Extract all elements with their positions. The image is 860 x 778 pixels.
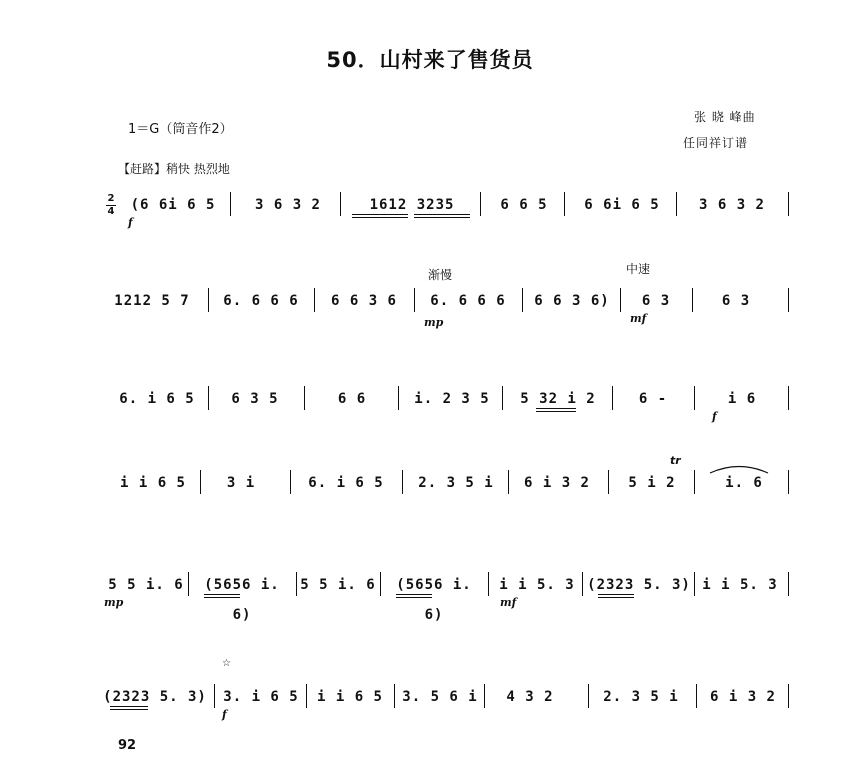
tempo-change-mark: 渐慢: [428, 268, 453, 282]
staff-2: [0, 262, 860, 366]
beam-underline: [204, 594, 240, 595]
beam-underline: [536, 408, 576, 409]
measure: 6 6: [337, 391, 367, 407]
measure: 6. 6 6 6: [430, 293, 506, 309]
measure: 5 5 i. 6: [300, 577, 376, 593]
barline: [694, 572, 695, 596]
barline: [214, 684, 215, 708]
page-title: 50．山村来了售货员: [326, 48, 534, 72]
dynamic-mark: f: [128, 216, 133, 229]
dynamic-mark: f: [222, 708, 227, 721]
barline: [488, 572, 489, 596]
barline: [564, 192, 565, 216]
measure: 1212 5 7: [114, 293, 190, 309]
trill-mark: tr: [670, 454, 681, 467]
barline: [692, 288, 693, 312]
barline: [414, 288, 415, 312]
measure: (5656 i. 6): [396, 577, 472, 623]
barline: [788, 684, 789, 708]
ornament-mark: ☆: [222, 658, 231, 669]
measure: 6 i 3 2: [709, 689, 776, 705]
beam-underline: [598, 597, 634, 598]
barline: [694, 470, 695, 494]
measure: 6 6i 6 5: [584, 197, 660, 213]
page-number: 92: [118, 738, 137, 753]
dynamic-mark: f: [712, 410, 717, 423]
measure: 5 5 i. 6: [108, 577, 184, 593]
barline: [788, 572, 789, 596]
barline: [340, 192, 341, 216]
measure: 6. 6 6 6: [223, 293, 299, 309]
dynamic-mark: mf: [500, 596, 517, 609]
barline: [788, 192, 789, 216]
measure: 6 3 5: [231, 391, 279, 407]
measure: 6 i 3 2: [523, 475, 590, 491]
barline: [694, 386, 695, 410]
barline: [522, 288, 523, 312]
barline: [188, 572, 189, 596]
barline: [394, 684, 395, 708]
measure: i i 5. 3: [499, 577, 575, 593]
measure: i i 5. 3: [702, 577, 778, 593]
dynamic-mark: mf: [630, 312, 647, 325]
measure: 3 6 3 2: [254, 197, 321, 213]
measure: 5 i 2: [628, 475, 676, 491]
measure: 6 -: [638, 391, 668, 407]
barline: [788, 288, 789, 312]
arranger-credit: 任同祥订谱: [683, 136, 749, 150]
measure: (2323 5. 3): [103, 689, 207, 705]
barline: [612, 386, 613, 410]
measure: 3. 5 6 i: [402, 689, 478, 705]
measure: 4 3 2: [506, 689, 554, 705]
beam-underline: [598, 594, 634, 595]
tempo-change-mark: 中速: [626, 262, 651, 276]
barline: [304, 386, 305, 410]
measure: 3 i: [226, 475, 256, 491]
measure: (5656 i. 6): [204, 577, 280, 623]
dynamic-mark: mp: [104, 596, 124, 609]
staff-3: [0, 384, 860, 464]
beam-underline: [110, 709, 148, 710]
barline: [314, 288, 315, 312]
composer-credit: 张 晓 峰曲: [694, 110, 756, 124]
measure: 2. 3 5 i: [603, 689, 679, 705]
measure: i 6: [727, 391, 757, 407]
beam-underline: [204, 597, 240, 598]
measure: 6 3: [641, 293, 671, 309]
beam-underline: [110, 706, 148, 707]
beam-underline: [414, 217, 470, 218]
barline: [230, 192, 231, 216]
barline: [582, 572, 583, 596]
barline: [502, 386, 503, 410]
barline: [480, 192, 481, 216]
barline: [608, 470, 609, 494]
barline: [788, 470, 789, 494]
beam-underline: [536, 411, 576, 412]
barline: [788, 386, 789, 410]
barline: [402, 470, 403, 494]
measure: 6 6 3 6): [534, 293, 610, 309]
beam-underline: [352, 214, 408, 215]
dynamic-mark: mp: [424, 316, 444, 329]
barline: [398, 386, 399, 410]
measure: 5 32 i 2: [520, 391, 596, 407]
slur-arc: [708, 464, 770, 474]
measure: 6. i 6 5: [119, 391, 195, 407]
barline: [696, 684, 697, 708]
measure: (6 6i 6 5: [130, 197, 216, 213]
barline: [588, 684, 589, 708]
beam-underline: [352, 217, 408, 218]
measure: 3 6 3 2: [698, 197, 765, 213]
staff-4: [0, 454, 860, 548]
measure: 6 6 5: [500, 197, 548, 213]
staff-5: [0, 570, 860, 650]
barline: [200, 470, 201, 494]
barline: [296, 572, 297, 596]
time-signature: 2 4: [107, 193, 115, 217]
beam-underline: [396, 597, 432, 598]
barline: [676, 192, 677, 216]
measure: 3. i 6 5: [223, 689, 299, 705]
measure: 2. 3 5 i: [418, 475, 494, 491]
barline: [484, 684, 485, 708]
staff-1: [0, 190, 860, 270]
measure: i i 6 5: [316, 689, 383, 705]
measure: i. 6: [725, 475, 763, 491]
measure: 6. i 6 5: [308, 475, 384, 491]
barline: [290, 470, 291, 494]
beam-underline: [396, 594, 432, 595]
barline: [208, 386, 209, 410]
measure: 6 6 3 6: [330, 293, 397, 309]
barline: [306, 684, 307, 708]
measure: (2323 5. 3): [587, 577, 691, 593]
barline: [620, 288, 621, 312]
key-signature: 1＝G（筒音作2）: [128, 122, 233, 137]
measure: 6 3: [721, 293, 751, 309]
barline: [208, 288, 209, 312]
measure: 1612 3235: [369, 197, 455, 213]
measure: i i 6 5: [119, 475, 186, 491]
measure: i. 2 3 5: [414, 391, 490, 407]
tempo-marking: 【赶路】稍快 热烈地: [118, 162, 230, 176]
barline: [380, 572, 381, 596]
beam-underline: [414, 214, 470, 215]
barline: [508, 470, 509, 494]
